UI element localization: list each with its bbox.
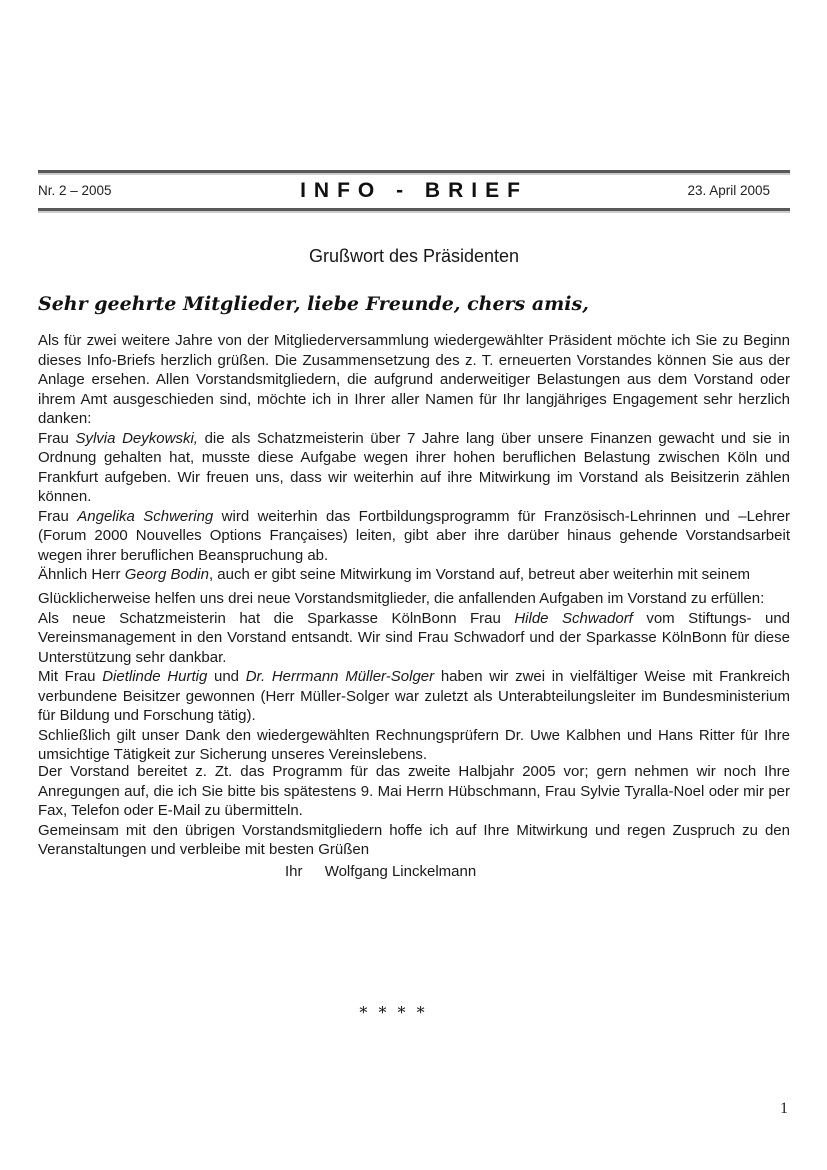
page-number: 1 bbox=[780, 1100, 788, 1117]
salutation: Sehr geehrte Mitglieder, liebe Freunde, chers amis, bbox=[38, 293, 589, 315]
body-block-3 bbox=[38, 762, 790, 860]
issue-date: 23. April 2005 bbox=[687, 183, 770, 198]
star-separator: * * * * bbox=[359, 1003, 428, 1022]
person-name-hurtig: Dietlinde Hurtig bbox=[102, 668, 208, 685]
newsletter-title: INFO - BRIEF bbox=[300, 178, 528, 202]
masthead bbox=[38, 170, 790, 213]
issue-number: Nr. 2 – 2005 bbox=[38, 183, 112, 198]
signature-line bbox=[38, 863, 790, 880]
paragraph-schwering: Frau Angelika Schwering wird weiterhin das Fortbildungsprogramm für Französisch-Lehrinnen und –Lehrer (Forum 2000 Nouvelles Options Françaises) leiten, gibt aber ihre darüber hinaus gehende Vorstandsarbeit wegen ihrer beruflichen Beanspruchung ab. bbox=[38, 507, 791, 564]
paragraph-bodin: Ähnlich Herr Georg Bodin, auch er gibt seine Mitwirkung im Vorstand auf, betreut aber weiterhin mit seinem bbox=[38, 566, 751, 583]
signature-name: Wolfgang Linckelmann bbox=[324, 863, 477, 880]
masthead-bottom-rule bbox=[38, 208, 790, 213]
person-name-mueller-solger: Dr. Herrmann Müller-Solger bbox=[245, 668, 435, 685]
person-name-bodin: Georg Bodin bbox=[124, 566, 209, 583]
masthead-row bbox=[38, 175, 790, 208]
signature-prefix: Ihr bbox=[285, 863, 303, 880]
paragraph-program: Der Vorstand bereitet z. Zt. das Programm für das zweite Halbjahr 2005 vor; gern nehmen wir noch Ihre Anregungen auf, die ich Sie bitte bis spätestens 9. Mai Herrn Hübschmann, Frau Sylvie Tyralla-Noel oder mir per Fax, Telefon oder E-Mail zu übermitteln. bbox=[38, 763, 790, 819]
paragraph-schwadorf: Als neue Schatzmeisterin hat die Sparkasse KölnBonn Frau Hilde Schwadorf vom Stiftungs- und Vereinsmanagement in den Vorstand entsandt. Wir sind Frau Schwadorf und der Sparkasse KölnBonn für diese Unterstützung sehr dankbar. bbox=[38, 609, 791, 666]
document-heading: Grußwort des Präsidenten bbox=[308, 246, 520, 266]
person-name-schwadorf: Hilde Schwadorf bbox=[514, 609, 633, 627]
body-block-2 bbox=[38, 589, 790, 765]
person-name-deykowski: Sylvia Deykowski, bbox=[75, 429, 198, 447]
paragraph-hurtig-mueller-solger: Mit Frau Dietlinde Hurtig und Dr. Herrmann Müller-Solger haben wir zwei in vielfältiger Weise mit Frankreich verbundene Beisitzer gewonnen (Herr Müller-Solger war zuletzt als Unterabteilungsleiter im Bundesministerium für Bildung und Forschung tätig). bbox=[38, 668, 790, 724]
person-name-schwering: Angelika Schwering bbox=[77, 507, 214, 525]
paragraph-closing: Gemeinsam mit den übrigen Vorstandsmitgliedern hoffe ich auf Ihre Mitwirkung und regen Zuspruch zu den Veranstaltungen und verbleibe mit besten Grüßen bbox=[38, 821, 790, 858]
paragraph-deykowski: Frau Sylvia Deykowski, die als Schatzmeisterin über 7 Jahre lang über unsere Finanzen gewacht und sie in Ordnung gehalten hat, musste diese Aufgabe wegen ihrer hohen beruflichen Belastung zwischen Köln und Frankfurt aufgeben. Wir freuen uns, dass wir weiterhin auf ihre Mitwirkung im Vorstand als Beisitzerin zählen können. bbox=[38, 429, 791, 505]
paragraph-new-members: Glücklicherweise helfen uns drei neue Vorstandsmitglieder, die anfallenden Aufgaben im Vorstand zu erfüllen: bbox=[38, 590, 765, 607]
body-block-1 bbox=[38, 331, 790, 585]
paragraph-intro: Als für zwei weitere Jahre von der Mitgliederversammlung wiedergewählter Präsident möchte ich Sie zu Beginn dieses Info-Briefs herzlich grüßen. Die Zusammensetzung des z. T. erneuerten Vorstandes können Sie aus der Anlage ersehen. Allen Vorstandsmitgliedern, die aufgrund anderweitiger Belastungen aus dem Vorstand oder ihrem Amt ausgeschieden sind, möchte ich in Ihrer aller Namen für Ihr langjähriges Engagement sehr herzlich danken: bbox=[38, 332, 790, 427]
paragraph-auditors: Schließlich gilt unser Dank den wiedergewählten Rechnungsprüfern Dr. Uwe Kalbhen und Hans Ritter für Ihre umsichtige Tätigkeit zur Sicherung unseres Vereinslebens. bbox=[38, 726, 790, 763]
